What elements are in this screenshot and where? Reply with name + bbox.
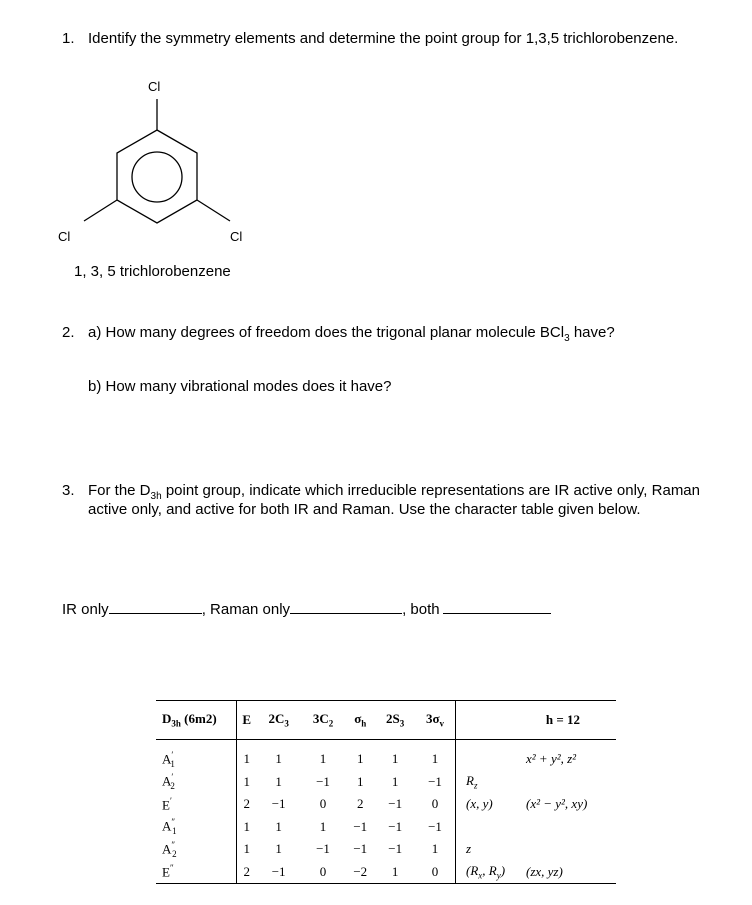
quadratic-function: (zx, yz) xyxy=(526,861,616,884)
char-cell: 1 xyxy=(391,773,399,789)
char-cell: −1 xyxy=(388,818,403,834)
table-row xyxy=(156,861,616,884)
q2a-end: have? xyxy=(569,324,615,341)
linear-function xyxy=(456,740,527,771)
quadratic-function: x² + y², z² xyxy=(526,751,577,767)
char-cell: 1 xyxy=(319,751,327,767)
char-cell: −1 xyxy=(316,841,330,857)
linear-end: ) xyxy=(500,862,506,878)
irrep-sup: ′ xyxy=(171,772,174,783)
q3-line1 xyxy=(88,482,700,502)
q3-number: 3. xyxy=(62,482,75,499)
op-2s3-sub: 3 xyxy=(399,718,405,729)
char-cell: 1 xyxy=(319,818,327,834)
group-name-cell xyxy=(156,701,237,740)
char-cell: 1 xyxy=(357,751,364,767)
irrep-letter: E xyxy=(162,796,170,812)
irrep-sub: 1 xyxy=(170,758,175,769)
irrep-name xyxy=(156,861,237,884)
char-cell: −1 xyxy=(256,861,300,884)
char-cell: 1 xyxy=(275,773,282,789)
q2b-text: b) How many vibrational modes does it have? xyxy=(88,378,392,395)
table-header-row xyxy=(156,701,616,740)
group-tail: (6m2) xyxy=(180,711,217,727)
irrep-letter: A xyxy=(162,773,172,789)
op-2c3-label: 2C xyxy=(268,711,285,727)
char-cell: 1 xyxy=(243,773,250,789)
op-3sigma-v xyxy=(415,701,455,740)
cl-left-label: Cl xyxy=(58,229,71,244)
ir-only-blank[interactable] xyxy=(109,612,202,614)
q3-line1-post: point group, indicate which irreducible representations are IR active only, Raman xyxy=(161,482,700,499)
trichlorobenzene-structure xyxy=(40,70,280,260)
molecule-name: 1, 3, 5 trichlorobenzene xyxy=(74,263,231,280)
irrep-name xyxy=(156,793,237,816)
char-cell: 2 xyxy=(237,861,257,884)
op-2s3 xyxy=(375,701,415,740)
table-row xyxy=(156,740,616,771)
linear-main: R xyxy=(466,772,474,788)
op-3c2-label: 3C xyxy=(312,711,329,727)
linear-function xyxy=(456,861,527,884)
bond-left xyxy=(84,200,117,221)
char-cell: 1 xyxy=(275,841,282,857)
irrep-sup: ″ xyxy=(169,863,174,874)
char-cell: −1 xyxy=(428,773,442,789)
q1-number: 1. xyxy=(62,30,75,47)
char-cell: −1 xyxy=(388,796,403,812)
q3-line1-pre: For the D xyxy=(88,482,151,499)
irrep-sup: ″ xyxy=(171,817,176,828)
quadratic-function xyxy=(526,838,616,861)
op-3sigma-v-label: 3σ xyxy=(425,711,440,727)
char-cell: 0 xyxy=(431,796,439,812)
op-sigma-h-label: σ xyxy=(354,711,362,727)
char-cell: 0 xyxy=(319,796,327,812)
q2-number: 2. xyxy=(62,324,75,341)
both-blank[interactable] xyxy=(443,612,551,614)
quadratic-function xyxy=(526,816,616,839)
op-3sigma-v-sub: v xyxy=(439,718,445,729)
op-2s3-label: 2S xyxy=(386,711,400,727)
irrep-sub: 2 xyxy=(170,781,175,792)
char-cell: 1 xyxy=(243,841,250,857)
char-cell: 1 xyxy=(275,751,282,767)
linear-function: z xyxy=(456,838,527,861)
irrep-letter: A xyxy=(162,841,172,857)
cl-top-label: Cl xyxy=(148,79,161,94)
q3-line2: active only, and active for both IR and Raman. Use the character table given below. xyxy=(88,501,641,518)
char-cell: −1 xyxy=(271,796,286,812)
op-e xyxy=(237,701,257,740)
char-cell: 1 xyxy=(243,751,250,767)
op-sigma-h-sub: h xyxy=(361,718,367,729)
linear-main: (R xyxy=(466,862,479,878)
irrep-name xyxy=(156,816,237,839)
ir-only-label: IR only xyxy=(62,601,109,618)
char-cell: −1 xyxy=(428,818,442,834)
char-cell: −1 xyxy=(353,841,368,857)
irrep-sub: 2 xyxy=(172,848,177,859)
irrep-sup: ′ xyxy=(171,749,174,760)
op-3c2 xyxy=(301,701,345,740)
linear-function xyxy=(456,771,527,794)
irrep-name xyxy=(156,771,237,794)
char-cell: 1 xyxy=(275,818,282,834)
char-cell: −2 xyxy=(345,861,375,884)
q2a-text xyxy=(88,324,615,344)
char-cell: 2 xyxy=(357,796,364,812)
table-row xyxy=(156,838,616,861)
q2a-sub: 3 xyxy=(564,333,570,344)
linear-sub: x xyxy=(478,870,483,881)
both-label: , both xyxy=(402,601,440,618)
char-cell: 0 xyxy=(415,861,455,884)
group-order: h = 12 xyxy=(456,701,617,740)
irrep-letter: E xyxy=(162,864,170,880)
benzene-ring xyxy=(117,130,197,223)
char-cell: 1 xyxy=(431,751,439,767)
op-3c2-sub: 2 xyxy=(328,718,334,729)
q2a-main: a) How many degrees of freedom does the trigonal planar molecule BCl xyxy=(88,324,565,341)
irrep-letter: A xyxy=(162,751,172,767)
d3h-character-table xyxy=(156,700,616,884)
char-cell: 1 xyxy=(243,818,250,834)
linear-function: (x, y) xyxy=(456,793,527,816)
irrep-name xyxy=(156,838,237,861)
aromatic-circle xyxy=(132,152,182,202)
op-2c3 xyxy=(256,701,300,740)
irrep-sup: ′ xyxy=(169,795,172,806)
answer-line xyxy=(62,601,551,618)
char-cell: −1 xyxy=(316,773,330,789)
table-row xyxy=(156,771,616,794)
linear-mid: , R xyxy=(482,862,497,878)
linear-sub2: y xyxy=(496,870,501,881)
op-2c3-sub: 3 xyxy=(284,718,289,729)
group-sub: 3h xyxy=(171,718,181,729)
irrep-letter: A xyxy=(162,818,172,834)
op-e-label: E xyxy=(242,712,252,727)
char-cell: 1 xyxy=(431,841,439,857)
raman-only-label: , Raman only xyxy=(201,601,291,618)
irrep-sub: 1 xyxy=(172,826,177,837)
table-row xyxy=(156,793,616,816)
char-cell: −1 xyxy=(353,818,368,834)
char-cell: 2 xyxy=(243,796,250,812)
q3-line1-sub: 3h xyxy=(150,491,162,502)
char-cell: 1 xyxy=(391,751,399,767)
quadratic-function xyxy=(526,771,616,794)
linear-sub: z xyxy=(473,780,478,791)
quadratic-function: (x² − y², xy) xyxy=(526,796,588,812)
char-cell: −1 xyxy=(388,841,403,857)
op-sigma-h xyxy=(345,701,375,740)
irrep-name xyxy=(156,740,237,771)
table-row xyxy=(156,816,616,839)
char-cell: 0 xyxy=(301,861,345,884)
char-cell: 1 xyxy=(375,861,415,884)
linear-function xyxy=(456,816,527,839)
cl-right-label: Cl xyxy=(230,229,243,244)
group-name: D xyxy=(162,711,172,727)
bond-right xyxy=(197,200,230,221)
char-cell: 1 xyxy=(357,773,364,789)
irrep-sup: ″ xyxy=(171,839,176,850)
raman-only-blank[interactable] xyxy=(290,612,402,614)
q1-text: Identify the symmetry elements and determine the point group for 1,3,5 trichlorobenzene. xyxy=(88,30,679,47)
